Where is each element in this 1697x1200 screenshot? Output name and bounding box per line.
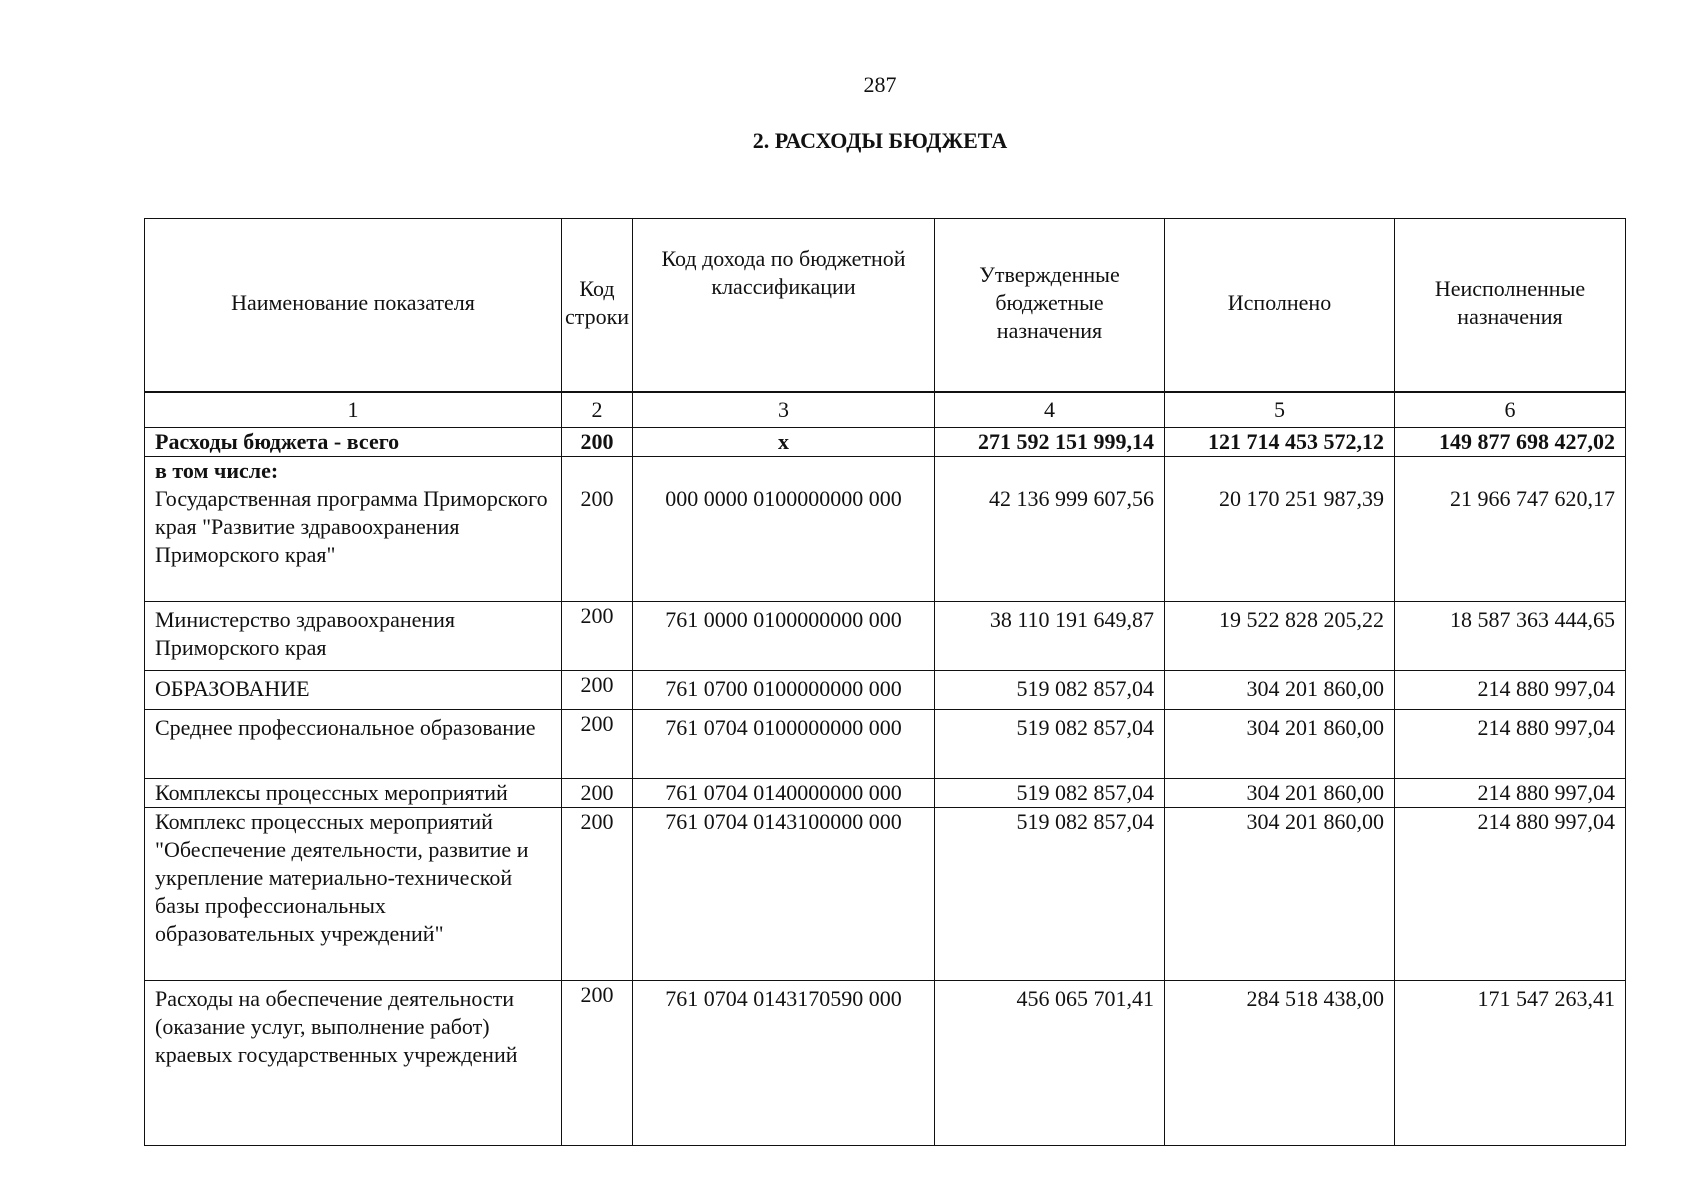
row-code: 200 xyxy=(562,981,633,1146)
column-number: 1 xyxy=(145,392,562,428)
row-unexecuted: 214 880 997,04 xyxy=(1395,779,1626,808)
header-classification: Код дохода по бюджетной классификации xyxy=(633,219,935,388)
row-unexecuted: 18 587 363 444,65 xyxy=(1395,602,1626,671)
row-classification: 761 0704 0143170590 000 xyxy=(633,981,935,1146)
row-unexecuted: 214 880 997,04 xyxy=(1395,671,1626,710)
row-approved: 519 082 857,04 xyxy=(935,671,1165,710)
row-classification: 761 0000 0100000000 000 xyxy=(633,602,935,671)
row-executed: 304 201 860,00 xyxy=(1165,779,1395,808)
total-row xyxy=(145,428,1626,457)
column-number-row xyxy=(145,392,1626,428)
row-approved: 519 082 857,04 xyxy=(935,808,1165,981)
section-title: 2. РАСХОДЫ БЮДЖЕТА xyxy=(752,128,1008,153)
row-classification: 761 0700 0100000000 000 xyxy=(633,671,935,710)
table-row xyxy=(145,671,1626,710)
row-executed: 20 170 251 987,39 xyxy=(1165,457,1395,602)
row-code: 200 xyxy=(562,457,633,602)
row-code: 200 xyxy=(562,710,633,779)
row-classification: 000 0000 0100000000 000 xyxy=(633,457,935,602)
row-name: Государственная программа Приморского края "Развитие здравоохранения Приморского края" xyxy=(155,486,548,567)
row-executed: 304 201 860,00 xyxy=(1165,671,1395,710)
header-unexecuted: Неисполненные назначения xyxy=(1395,219,1626,388)
row-unexecuted: 214 880 997,04 xyxy=(1395,808,1626,981)
row-executed: 304 201 860,00 xyxy=(1165,710,1395,779)
total-unexecuted: 149 877 698 427,02 xyxy=(1395,428,1626,457)
row-name: ОБРАЗОВАНИЕ xyxy=(145,671,562,710)
row-code: 200 xyxy=(562,808,633,981)
row-name: Министерство здравоохранения Приморского края xyxy=(145,602,562,671)
row-name: Среднее профессиональное образование xyxy=(145,710,562,779)
table-row xyxy=(145,710,1626,779)
table-header-row xyxy=(145,219,1626,388)
budget-expenses-table xyxy=(144,218,1626,1146)
column-number: 3 xyxy=(633,392,935,428)
header-code: Код строки xyxy=(562,219,633,388)
header-name: Наименование показателя xyxy=(145,219,562,388)
row-name: Комплексы процессных мероприятий xyxy=(145,779,562,808)
row-name: Расходы на обеспечение деятельности (оказание услуг, выполнение работ) краевых государственных учреждений xyxy=(145,981,562,1146)
row-unexecuted: 214 880 997,04 xyxy=(1395,710,1626,779)
row-code: 200 xyxy=(562,671,633,710)
column-number: 4 xyxy=(935,392,1165,428)
table-row xyxy=(145,779,1626,808)
including-label: в том числе: xyxy=(155,458,279,483)
column-number: 5 xyxy=(1165,392,1395,428)
row-approved: 42 136 999 607,56 xyxy=(935,457,1165,602)
row-approved: 519 082 857,04 xyxy=(935,779,1165,808)
row-executed: 304 201 860,00 xyxy=(1165,808,1395,981)
row-classification: 761 0704 0143100000 000 xyxy=(633,808,935,981)
row-executed: 19 522 828 205,22 xyxy=(1165,602,1395,671)
total-code: 200 xyxy=(562,428,633,457)
total-name: Расходы бюджета - всего xyxy=(145,428,562,457)
row-approved: 38 110 191 649,87 xyxy=(935,602,1165,671)
header-executed: Исполнено xyxy=(1165,219,1395,388)
total-approved: 271 592 151 999,14 xyxy=(935,428,1165,457)
column-number: 2 xyxy=(562,392,633,428)
row-classification: 761 0704 0140000000 000 xyxy=(633,779,935,808)
row-approved: 456 065 701,41 xyxy=(935,981,1165,1146)
row-approved: 519 082 857,04 xyxy=(935,710,1165,779)
row-unexecuted: 21 966 747 620,17 xyxy=(1395,457,1626,602)
table-row xyxy=(145,602,1626,671)
row-unexecuted: 171 547 263,41 xyxy=(1395,981,1626,1146)
header-approved: Утвержденные бюджетные назначения xyxy=(935,219,1165,388)
total-executed: 121 714 453 572,12 xyxy=(1165,428,1395,457)
table-row xyxy=(145,981,1626,1146)
row-code: 200 xyxy=(562,602,633,671)
row-executed: 284 518 438,00 xyxy=(1165,981,1395,1146)
row-name: Комплекс процессных мероприятий "Обеспечение деятельности, развитие и укрепление материально-технической базы профессиональных образовательных учреждений" xyxy=(145,808,562,981)
table-row xyxy=(145,457,1626,602)
total-classification: х xyxy=(633,428,935,457)
table-row xyxy=(145,808,1626,981)
column-number: 6 xyxy=(1395,392,1626,428)
row-code: 200 xyxy=(562,779,633,808)
row-classification: 761 0704 0100000000 000 xyxy=(633,710,935,779)
page-number: 287 xyxy=(863,72,897,97)
